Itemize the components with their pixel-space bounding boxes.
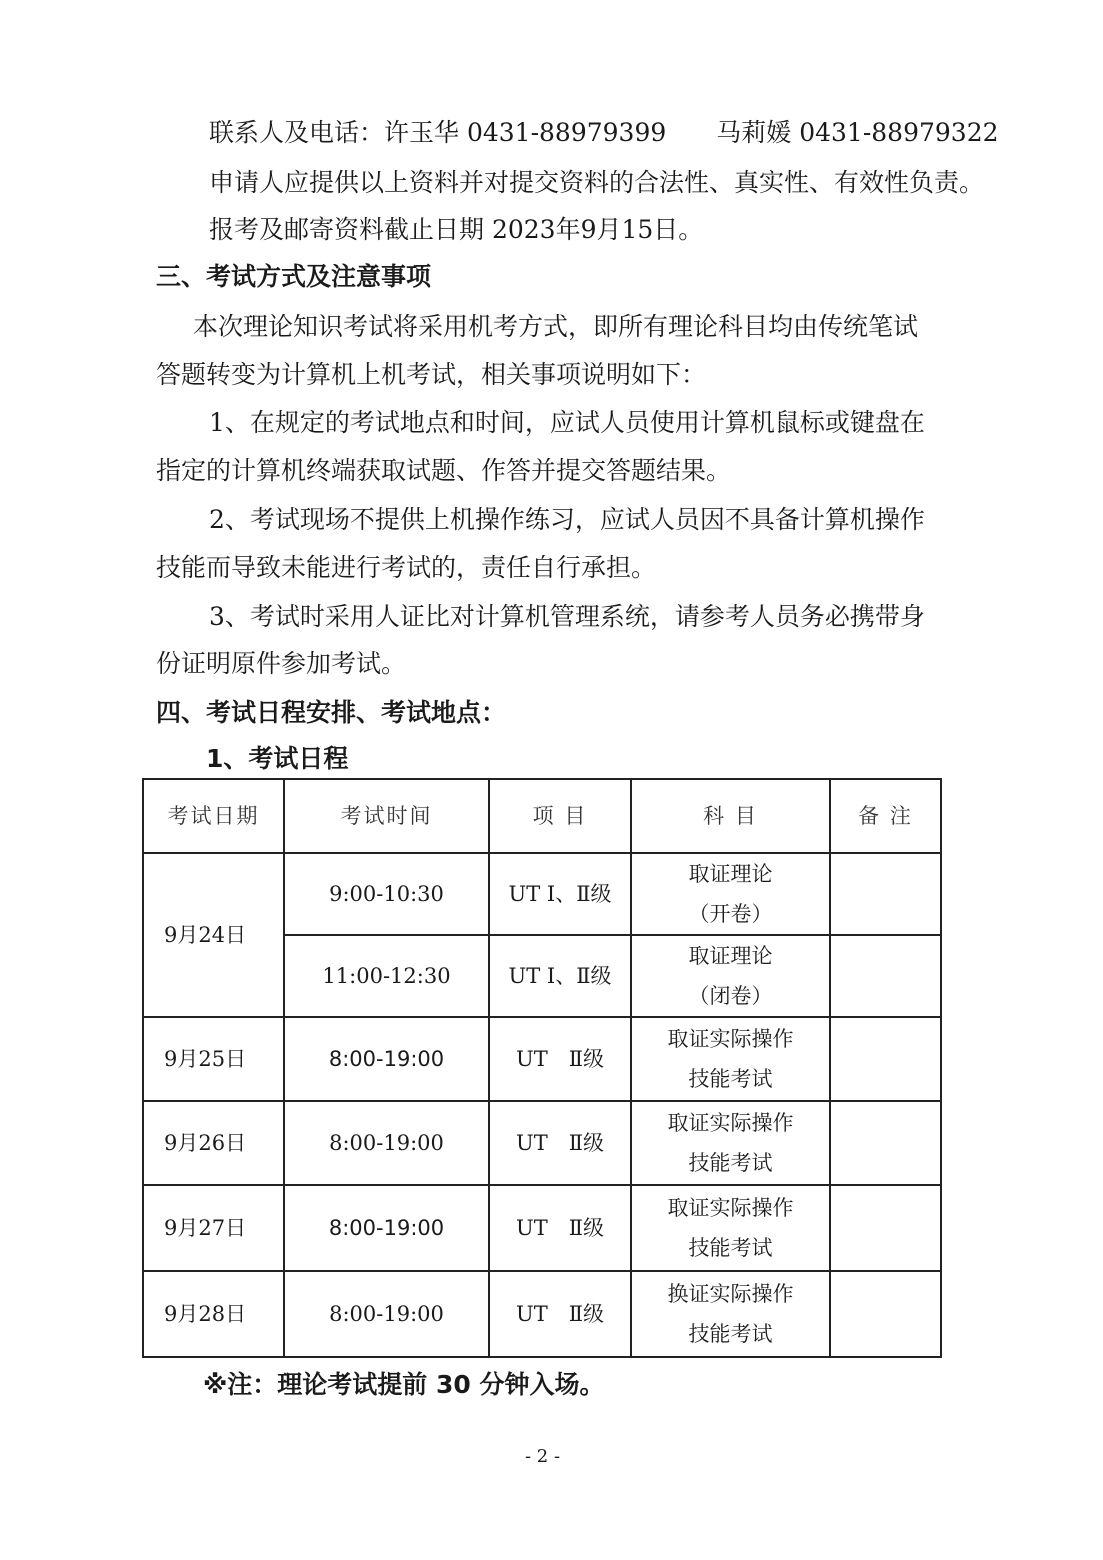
table-row — [143, 853, 941, 935]
subject-cell — [631, 853, 830, 935]
table-header-row — [143, 779, 941, 853]
remark-cell — [830, 1101, 941, 1185]
header-remark: 备 注 — [830, 779, 941, 853]
remark-cell — [830, 1185, 941, 1271]
section3-heading: 三、考试方式及注意事项 — [156, 262, 432, 291]
subject-line-2: （开卷） — [688, 902, 773, 926]
subject-cell — [631, 1271, 830, 1357]
subject-line-1: 取证理论 — [688, 944, 773, 968]
time-cell: 8:00-19:00 — [284, 1101, 489, 1185]
subject-cell — [631, 1101, 830, 1185]
subject-line-1: 取证实际操作 — [667, 1027, 794, 1051]
header-date: 考试日期 — [143, 779, 284, 853]
subject-cell — [631, 935, 830, 1017]
project-cell: UT Ⅱ级 — [489, 1017, 631, 1101]
subject-line-2: （闭卷） — [688, 984, 773, 1008]
header-project: 项 目 — [489, 779, 631, 853]
item1-line-1: 1、在规定的考试地点和时间，应试人员使用计算机鼠标或键盘在 — [209, 408, 925, 437]
project-cell: UT Ⅰ、Ⅱ级 — [489, 935, 631, 1017]
project-cell: UT Ⅱ级 — [489, 1271, 631, 1357]
exam-schedule-table — [142, 778, 942, 1358]
remark-cell — [830, 1271, 941, 1357]
time-cell: 11:00-12:30 — [284, 935, 489, 1017]
item1-line-2: 指定的计算机终端获取试题、作答并提交答题结果。 — [156, 456, 732, 485]
table-row — [143, 1017, 941, 1101]
item2-line-1: 2、考试现场不提供上机操作练习，应试人员因不具备计算机操作 — [209, 505, 925, 534]
intro-line-1: 本次理论知识考试将采用机考方式，即所有理论科目均由传统笔试 — [193, 312, 919, 341]
subject-line-2: 技能考试 — [688, 1322, 773, 1346]
subject-cell — [631, 1017, 830, 1101]
subject-line-2: 技能考试 — [688, 1236, 773, 1260]
date-cell: 9月28日 — [143, 1271, 284, 1357]
project-cell: UT Ⅰ、Ⅱ级 — [489, 853, 631, 935]
item3-line-1: 3、考试时采用人证比对计算机管理系统，请参考人员务必携带身 — [209, 602, 925, 631]
table-row — [143, 1185, 941, 1271]
subject-line-1: 取证理论 — [688, 862, 773, 886]
item2-line-2: 技能而导致未能进行考试的，责任自行承担。 — [156, 553, 657, 582]
page-number: - 2 - — [524, 1446, 561, 1467]
remark-cell — [830, 1017, 941, 1101]
intro-line-2: 答题转变为计算机上机考试，相关事项说明如下： — [156, 360, 707, 389]
subject-line-1: 取证实际操作 — [667, 1111, 794, 1135]
header-subject: 科 目 — [631, 779, 830, 853]
note-line: ※注：理论考试提前 30 分钟入场。 — [203, 1370, 605, 1399]
responsibility-line: 申请人应提供以上资料并对提交资料的合法性、真实性、有效性负责。 — [209, 168, 985, 197]
date-cell: 9月24日 — [143, 853, 284, 1017]
subject-cell — [631, 1185, 830, 1271]
header-time: 考试时间 — [284, 779, 489, 853]
time-cell: 8:00-19:00 — [284, 1271, 489, 1357]
section4-heading: 四、考试日程安排、考试地点： — [156, 698, 507, 727]
time-cell: 8:00-19:00 — [284, 1185, 489, 1271]
date-cell: 9月27日 — [143, 1185, 284, 1271]
time-cell: 8:00-19:00 — [284, 1017, 489, 1101]
remark-cell — [830, 935, 941, 1017]
subject-line-1: 换证实际操作 — [667, 1282, 794, 1306]
project-cell: UT Ⅱ级 — [489, 1185, 631, 1271]
schedule-subheading: 1、考试日程 — [206, 744, 349, 773]
item3-line-2: 份证明原件参加考试。 — [156, 649, 407, 678]
subject-line-1: 取证实际操作 — [667, 1196, 794, 1220]
time-cell: 9:00-10:30 — [284, 853, 489, 935]
deadline-line: 报考及邮寄资料截止日期 2023年9月15日。 — [209, 215, 704, 244]
project-cell: UT Ⅱ级 — [489, 1101, 631, 1185]
remark-cell — [830, 853, 941, 935]
contact-line: 联系人及电话：许玉华 0431-88979399 马莉媛 0431-88979322 — [209, 118, 999, 147]
table-row — [143, 1271, 941, 1357]
subject-line-2: 技能考试 — [688, 1067, 773, 1091]
subject-line-2: 技能考试 — [688, 1151, 773, 1175]
table-row — [143, 1101, 941, 1185]
date-cell: 9月26日 — [143, 1101, 284, 1185]
date-cell: 9月25日 — [143, 1017, 284, 1101]
